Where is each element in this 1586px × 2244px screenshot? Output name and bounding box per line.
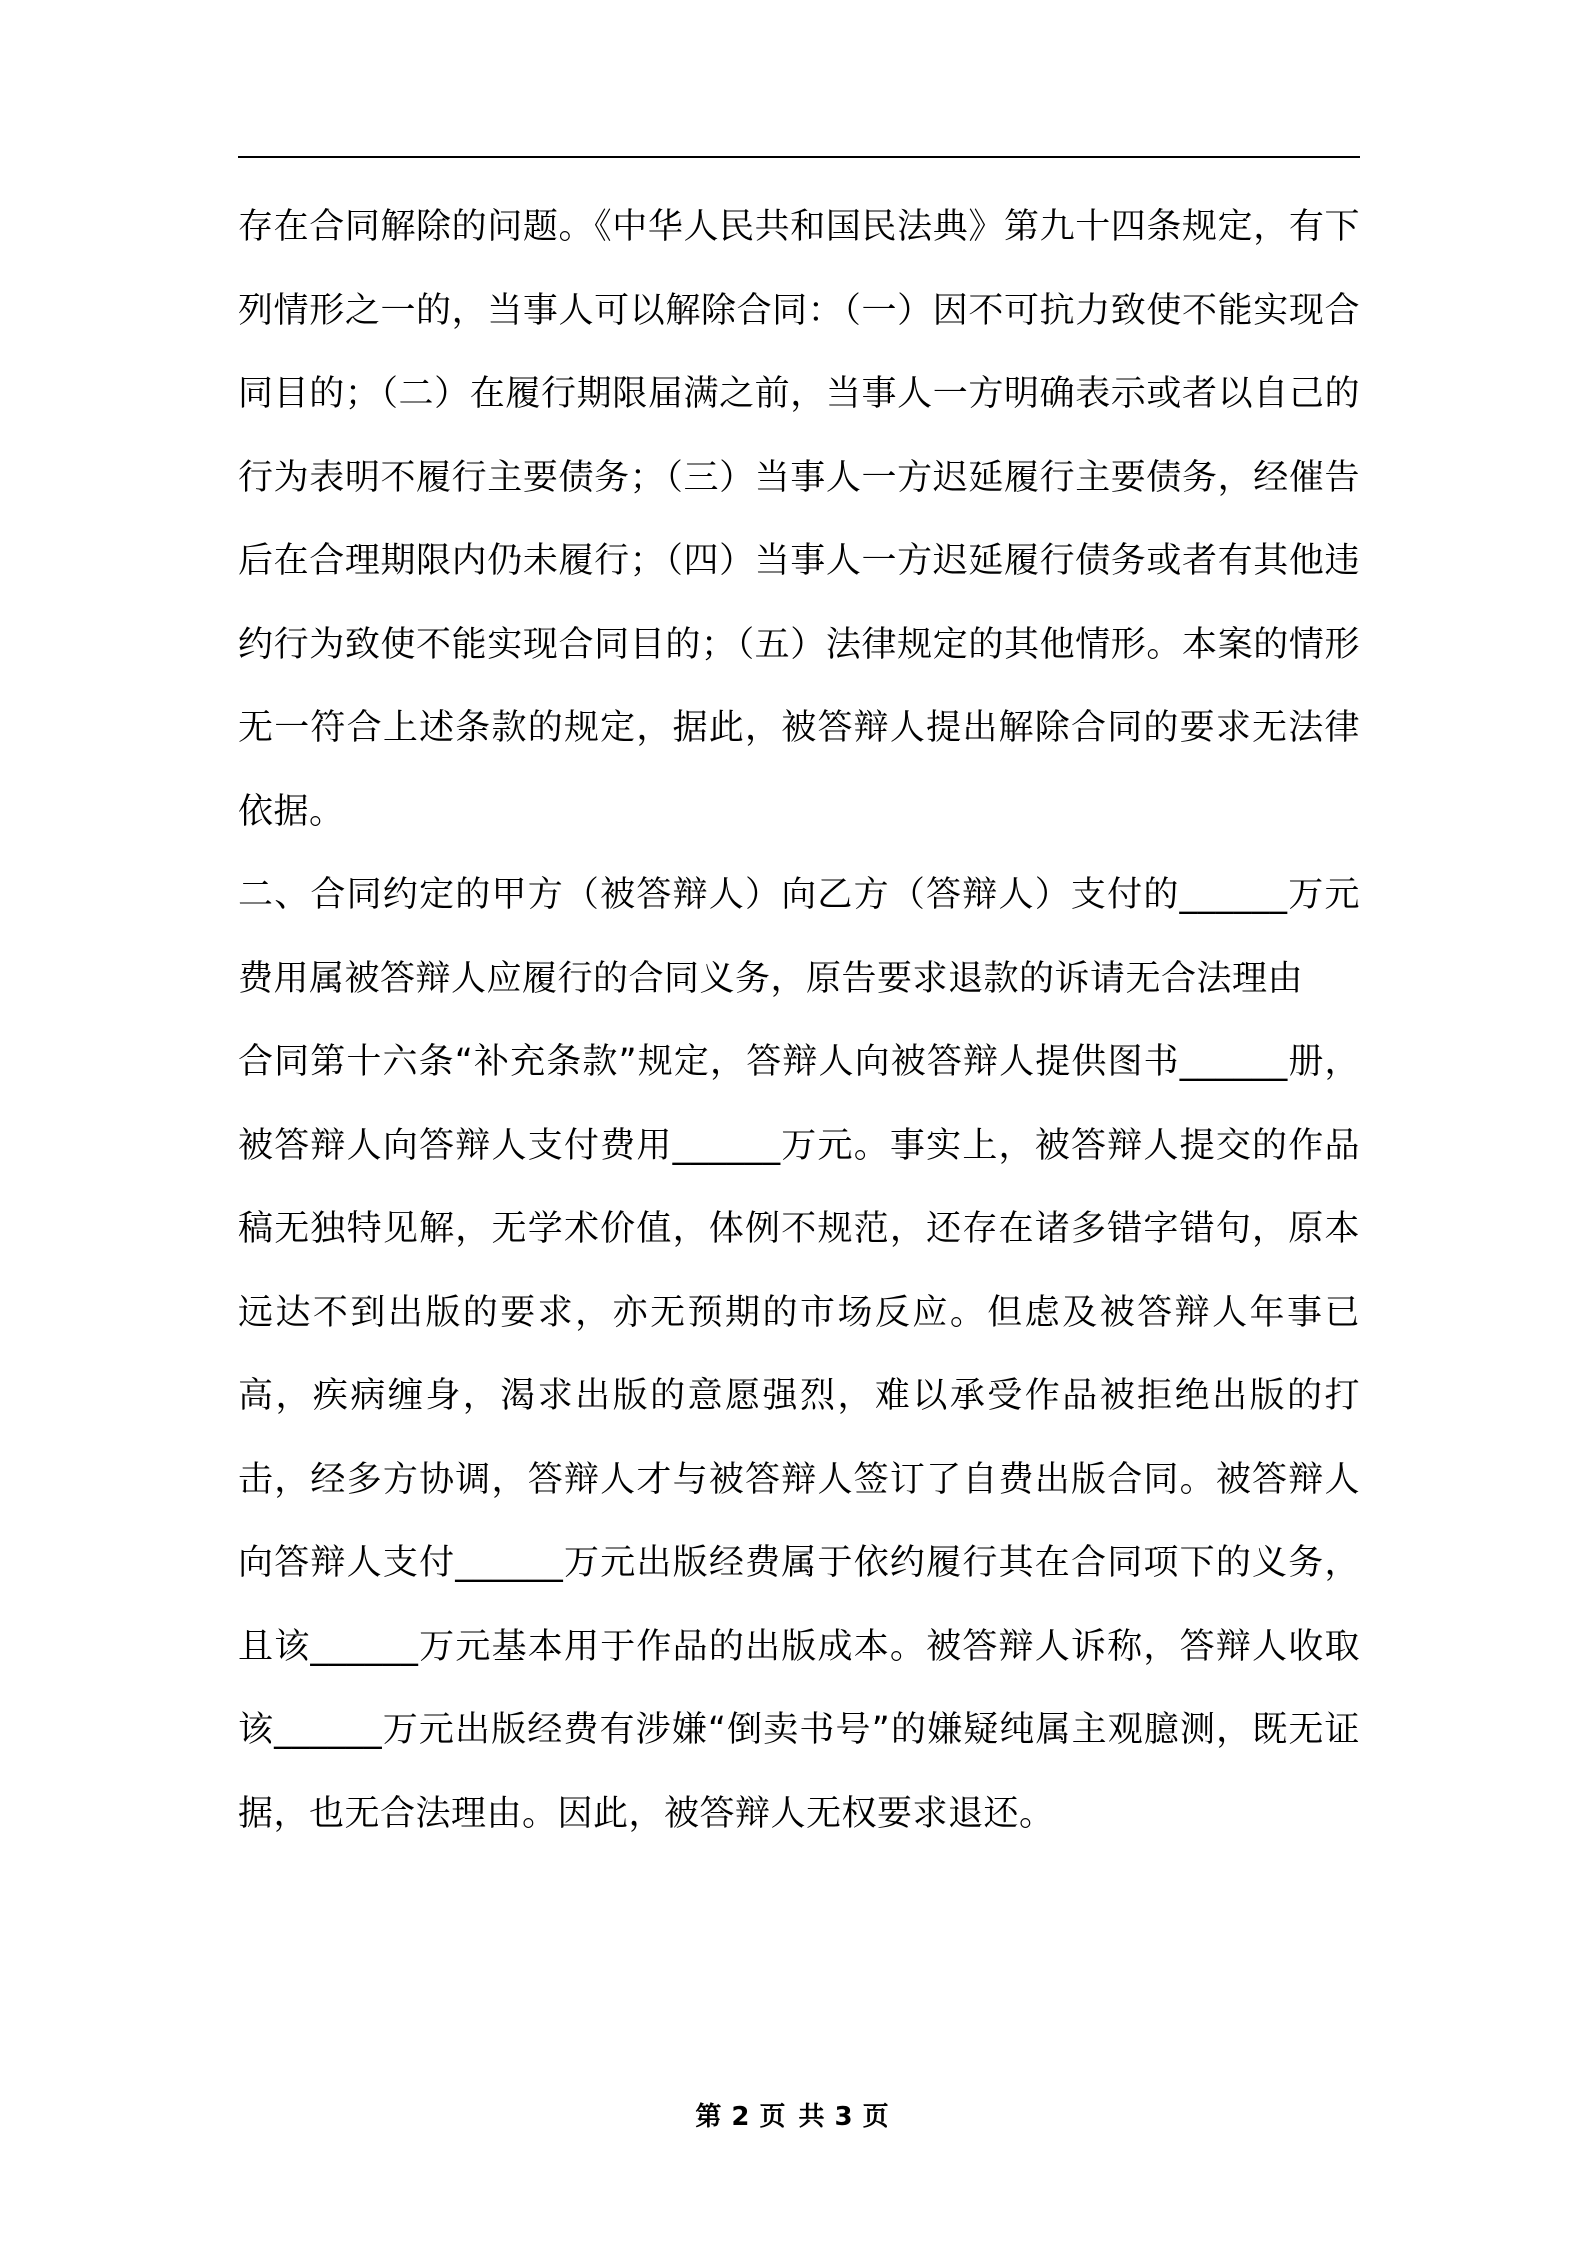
footer-suffix: 页 bbox=[862, 2102, 891, 2132]
paragraph-contract-termination: 存在合同解除的问题。《中华人民共和国民法典》第九十四条规定，有下列情形之一的，当事人可以解除合同：（一）因不可抗力致使不能实现合同目的；（二）在履行期限届满之前，当事人一方明确表示或者以自己的行为表明不履行主要债务；（三）当事人一方迟延履行主要债务，经催告后在合理期限内仍未履行；（四）当事人一方迟延履行债务或者有其他违约行为致使不能实现合同目的；（五）法律规定的其他情形。本案的情形无一符合上述条款的规定，据此，被答辩人提出解除合同的要求无法律依据。 bbox=[238, 207, 1360, 832]
paragraph-section-two-heading: 二、合同约定的甲方（被答辩人）向乙方（答辩人）支付的______万元费用属被答辩人应履行的合同义务，原告要求退款的诉请无合法理由 bbox=[238, 875, 1360, 999]
footer-prefix: 第 bbox=[695, 2102, 724, 2132]
footer-middle: 页 共 bbox=[759, 2102, 827, 2132]
footer-total-pages: 3 bbox=[834, 2102, 855, 2132]
header-rule bbox=[238, 156, 1360, 158]
page-footer bbox=[0, 2096, 1586, 2133]
footer-page-number: 2 bbox=[731, 2102, 752, 2132]
document-body bbox=[238, 186, 1360, 1856]
paragraph-supplementary-clause: 合同第十六条“补充条款”规定，答辩人向被答辩人提供图书______册，被答辩人向答辩人支付费用______万元。事实上，被答辩人提交的作品稿无独特见解，无学术价值，体例不规范，还存在诸多错字错句，原本远达不到出版的要求，亦无预期的市场反应。但虑及被答辩人年事已高，疾病缠身，渴求出版的意愿强烈，难以承受作品被拒绝出版的打击，经多方协调，答辩人才与被答辩人签订了自费出版合同。被答辩人向答辩人支付______万元出版经费属于依约履行其在合同项下的义务，且该______万元基本用于作品的出版成本。被答辩人诉称，答辩人收取该______万元出版经费有涉嫌“倒卖书号”的嫌疑纯属主观臆测，既无证据，也无合法理由。因此，被答辩人无权要求退还。 bbox=[238, 1042, 1360, 1834]
